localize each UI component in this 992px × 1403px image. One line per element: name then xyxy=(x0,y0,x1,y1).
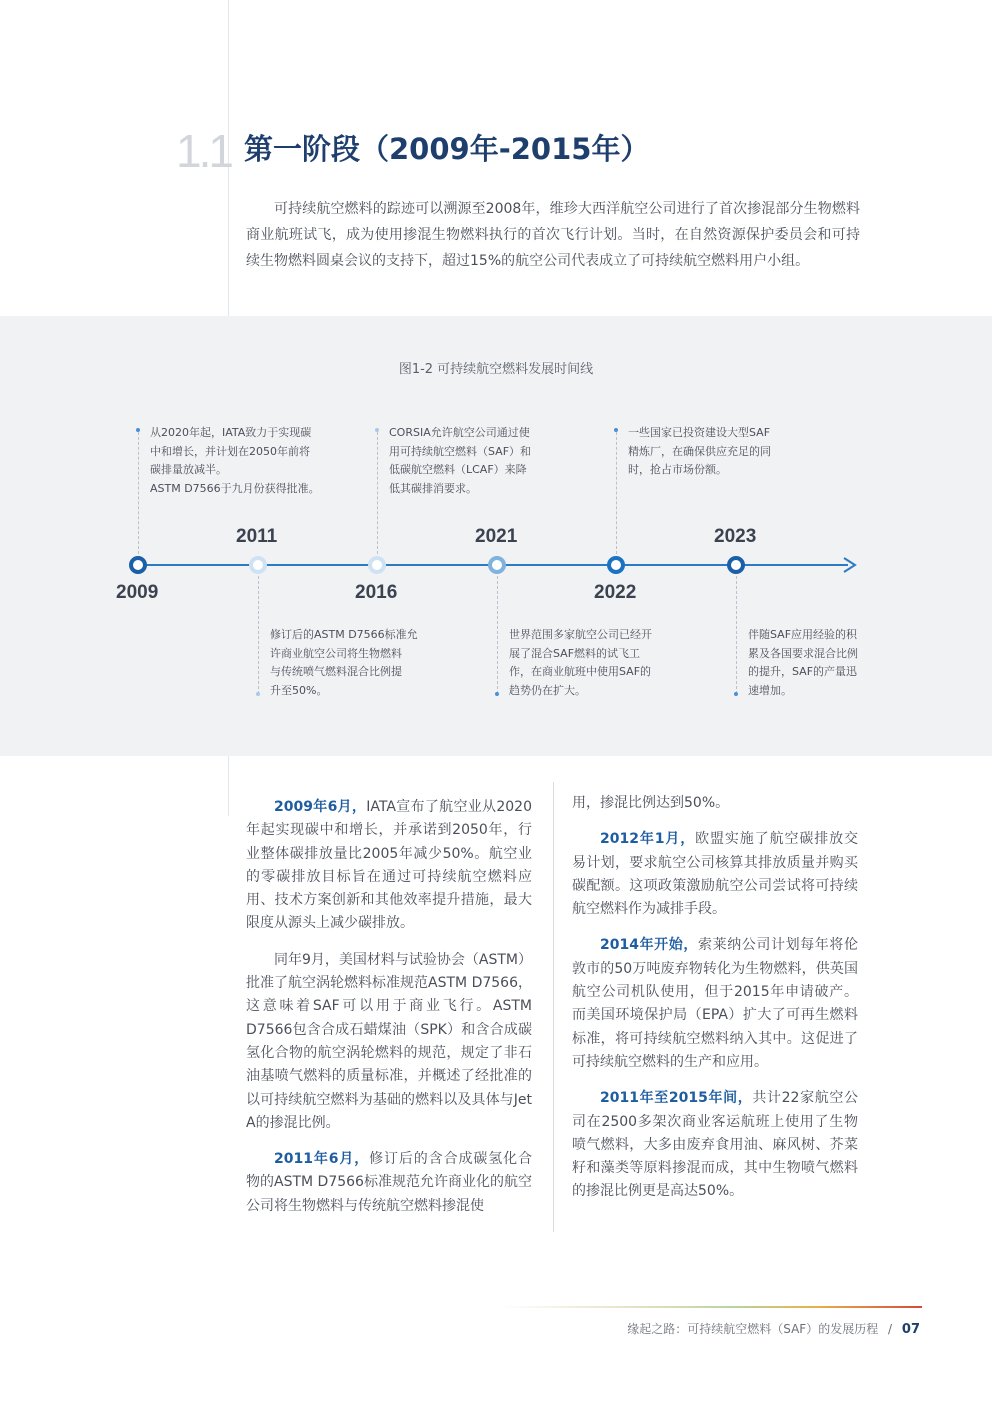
paragraph-2011-2015 xyxy=(572,1087,858,1203)
bullet-2009 xyxy=(136,428,140,432)
footer-gradient-rule xyxy=(500,1306,922,1308)
column-divider xyxy=(553,782,554,1232)
timeline-node-2016 xyxy=(368,556,386,574)
year-label-2023: 2023 xyxy=(714,526,757,547)
timeline-node-2023 xyxy=(727,556,745,574)
connector-2016 xyxy=(377,432,378,554)
bullet-2022 xyxy=(614,428,618,432)
note-2016: CORSIA允许航空公司通过使 用可持续航空燃料（SAF）和 低碳航空燃料（LCAF）来降 低其碳排消要求。 xyxy=(389,426,532,495)
note-2009: 从2020年起，IATA致力于实现碳 中和增长，并计划在2050年前将 碳排量放减半。 ASTM D7566于九月份获得批准。 xyxy=(150,426,320,495)
bullet-2021 xyxy=(495,692,499,696)
connector-2009 xyxy=(138,432,139,554)
year-label-2011: 2011 xyxy=(236,526,278,547)
paragraph-2009-june-text: IATA宣布了航空业从2020年起实现碳中和增长，并承诺到2050年，行业整体碳排放量比2005年减少50%。航空业的零碳排放目标旨在通过可持续航空燃料应用、技术方案创新和其他效率提升措施，最大限度从源头上减少碳排放。 xyxy=(246,799,532,932)
paragraph-2011-2015-text: 共计22家航空公司在2500多架次商业客运航班上使用了生物喷气燃料，大多由废弃食用油、麻风树、芥菜籽和藻类等原料掺混而成，其中生物喷气燃料的掺混比例更是高达50%。 xyxy=(572,1090,858,1200)
bullet-2023 xyxy=(734,692,738,696)
intro-paragraph: 可持续航空燃料的踪迹可以溯源至2008年，维珍大西洋航空公司进行了首次掺混部分生物燃料商业航班试飞，成为使用掺混生物燃料执行的首次飞行计划。当时，在自然资源保护委员会和可持续生物燃料圆桌会议的支持下，超过15%的航空公司代表成立了可持续航空燃料用户小组。 xyxy=(246,201,860,269)
timeline-node-2021 xyxy=(488,556,506,574)
section-title: 第一阶段（2009年-2015年） xyxy=(244,132,650,166)
bullet-2016 xyxy=(375,428,379,432)
date-highlight-2014: 2014年开始， xyxy=(600,937,698,954)
date-highlight-2011-june: 2011年6月， xyxy=(274,1151,370,1168)
section-number: 1.1 xyxy=(176,125,231,177)
timeline-node-2011 xyxy=(249,556,267,574)
timeline-node-2009 xyxy=(129,556,147,574)
year-label-2021: 2021 xyxy=(475,526,518,547)
body-column-left xyxy=(246,796,532,1231)
year-label-2022: 2022 xyxy=(594,582,637,603)
year-label-2009: 2009 xyxy=(116,582,159,603)
page-number: 07 xyxy=(901,1322,920,1337)
date-highlight-2009-june: 2009年6月， xyxy=(274,799,367,815)
margin-rule-bottom xyxy=(228,756,229,816)
figure-caption: 图1-2 可持续航空燃料发展时间线 xyxy=(398,362,594,377)
paragraph-2014-text: 索莱纳公司计划每年将伦敦市的50万吨废弃物转化为生物燃料，供英国航空公司机队使用，但于2015年申请破产。而美国环境保护局（EPA）扩大了可再生燃料标准，将可持续航空燃料纳入其中。这促进了可持续航空燃料的生产和应用。 xyxy=(572,937,859,1070)
paragraph-2012-jan xyxy=(572,828,858,921)
year-label-2016: 2016 xyxy=(355,582,398,603)
connector-2011 xyxy=(258,576,259,694)
body-column-right xyxy=(572,792,858,1217)
paragraph-2011-june-text: 修订后的含合成碳氢化合物的ASTM D7566标准规范允许商业化的航空公司将生物燃料与传统航空燃料掺混使 xyxy=(246,1151,532,1214)
note-2011: 修订后的ASTM D7566标准允 许商业航空公司将生物燃料 与传统喷气燃料混合比例提 升至50%。 xyxy=(270,628,418,697)
date-highlight-2012-jan: 2012年1月， xyxy=(600,831,696,848)
timeline-node-2022 xyxy=(607,556,625,574)
paragraph-2011-june xyxy=(246,1148,532,1218)
timeline-arrow-icon xyxy=(842,556,858,574)
connector-2021 xyxy=(497,576,498,694)
footer-title: 缘起之路：可持续航空燃料（SAF）的发展历程 xyxy=(627,1322,879,1336)
footer xyxy=(627,1320,920,1337)
footer-separator: / xyxy=(888,1322,893,1336)
paragraph-continued: 用，掺混比例达到50%。 xyxy=(572,795,730,811)
note-2023: 伴随SAF应用经验的积 累及各国要求混合比例 的提升，SAF的产量迅 速增加。 xyxy=(748,628,858,697)
note-2022: 一些国家已投资建设大型SAF 精炼厂，在确保供应充足的同 时，抢占市场份额。 xyxy=(628,426,771,476)
date-highlight-2011-2015: 2011年至2015年间， xyxy=(600,1090,753,1107)
bullet-2011 xyxy=(256,692,260,696)
connector-2022 xyxy=(616,432,617,554)
note-2021: 世界范围多家航空公司已经开 展了混合SAF燃料的试飞工 作，在商业航班中使用SAF的 趋势仍在扩大。 xyxy=(509,628,652,697)
paragraph-astm: 同年9月，美国材料与试验协会（ASTM）批准了航空涡轮燃料标准规范ASTM D7566，这意味着SAF可以用于商业飞行。ASTM D7566包含合成石蜡煤油（SPK）和含合成碳氢化合物的航空涡轮燃料的规范，规定了非石油基喷气燃料的质量标准，并概述了经批准的以可持续航空燃料为基础的燃料以及具体与Jet A的掺混比例。 xyxy=(246,951,533,1131)
paragraph-2009-june xyxy=(246,796,532,936)
connector-2023 xyxy=(736,576,737,694)
paragraph-2012-jan-text: 欧盟实施了航空碳排放交易计划，要求航空公司核算其排放质量并购买碳配额。这项政策激励航空公司尝试将可持续航空燃料作为减排手段。 xyxy=(572,831,858,918)
paragraph-2014 xyxy=(572,934,858,1074)
